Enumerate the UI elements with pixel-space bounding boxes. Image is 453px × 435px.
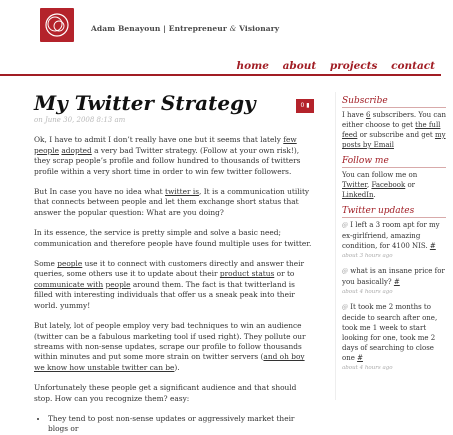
follow-heading: Follow me <box>342 156 446 168</box>
text: But lately, lot of people employ very bad techniques to win an audience (twitter can be a fabulous marketing tool if used right). They pollute our streams with non-sense updates, scrape our profile to follow thousands within minutes and put some more strain on twitter servers ( <box>34 321 306 362</box>
text: a very bad Twitter strategy. (Follow at your own risk!), they scrap people’s profile and follow hundred to thousands of twitters profile within a very short time in order to win few twitter followers. <box>34 145 301 176</box>
nav-projects[interactable]: projects <box>329 60 378 72</box>
post-link[interactable]: people <box>57 259 83 269</box>
post-link[interactable]: people <box>34 145 60 155</box>
twitter-link[interactable]: Twitter <box>342 181 367 189</box>
text: subscribers. You can either choose to get <box>342 111 446 129</box>
separator: | <box>163 24 167 33</box>
comment-bubble-icon: ▮ <box>306 102 310 109</box>
nav-contact[interactable]: contact <box>391 60 435 72</box>
post-link[interactable]: few <box>283 135 297 145</box>
tweet-text: I left a 3 room apt for my ex-girlfriend, amazing condition, for 4100 NIS. <box>342 221 440 250</box>
tweet-mention[interactable]: @ <box>342 222 348 229</box>
role: Entrepreneur <box>168 24 227 33</box>
twitter-updates-heading: Twitter updates <box>342 206 446 218</box>
tweet-mention[interactable]: @ <box>342 304 348 311</box>
text: or to <box>274 269 295 279</box>
facebook-link[interactable]: Facebook <box>371 181 406 189</box>
tweet <box>342 220 446 261</box>
post-link[interactable]: product status <box>219 269 275 279</box>
post-title[interactable]: My Twitter Strategy <box>34 91 256 115</box>
tweet-time[interactable]: about 4 hours ago <box>342 365 393 371</box>
post-paragraph <box>34 135 314 177</box>
tweet-time[interactable]: about 4 hours ago <box>342 289 393 295</box>
post-link[interactable]: and oh boy we know how unstable twitter can be <box>34 352 305 372</box>
text: ). <box>174 362 180 372</box>
post-date: on June 30, 2008 8:13 am <box>34 116 126 124</box>
list-item: • They tend to post non-sense updates or aggressively market their blogs or <box>48 414 314 435</box>
site-header <box>0 0 453 57</box>
site-name[interactable]: Adam Benayoun <box>91 24 161 33</box>
subscribe-heading: Subscribe <box>342 96 446 108</box>
post-link[interactable]: people <box>105 279 131 289</box>
post-link[interactable]: communicate with <box>34 279 104 289</box>
comments-badge[interactable] <box>296 99 314 113</box>
main-nav <box>227 60 436 72</box>
nav-home[interactable]: home <box>236 60 269 72</box>
site-tagline <box>91 24 279 33</box>
post-link[interactable]: adopted <box>61 145 92 155</box>
text: You can follow me on <box>342 171 418 179</box>
text: I have <box>342 111 366 119</box>
sidebar <box>342 92 446 378</box>
post-paragraph: Unfortunately these people get a significant audience and that should stop. How can you recognize them? easy: <box>34 383 297 403</box>
amp: & <box>229 24 237 33</box>
text: Ok, I have to admit I don’t really have one but it seems that lately <box>34 135 284 145</box>
post-paragraph <box>34 259 314 311</box>
tweet-link[interactable]: # <box>429 242 436 250</box>
post-paragraph <box>34 187 314 218</box>
nav-divider <box>0 74 441 76</box>
text: , It is a communication utility that connects between people and let them exchange short status that answer the popular question: What are you doing? <box>34 187 310 217</box>
post-paragraph: In its essence, the service is pretty simple and solve a basic need; communication and therefore people have found multiple uses for twitter. <box>34 228 312 248</box>
post <box>34 92 314 435</box>
tweet-link[interactable]: # <box>357 354 363 362</box>
full-feed-link[interactable]: the full feed <box>342 121 441 139</box>
text: use it to connect with customers directly and answer their queries, some others use it to update about their <box>34 259 305 279</box>
linkedin-link[interactable]: LinkedIn <box>342 191 374 199</box>
text: or <box>405 181 416 189</box>
text: Some <box>34 259 58 269</box>
subscribe-text <box>342 110 446 150</box>
subscriber-count-link[interactable]: 6 <box>366 111 371 119</box>
logo-swirl-icon <box>40 8 74 42</box>
column-divider <box>335 92 336 400</box>
tweet-link[interactable]: # <box>393 278 400 286</box>
text: around them. The fact is that twitterland is filled with interesting individuals that offer us a sneak peak into their world. yummy! <box>34 279 295 310</box>
tweet-text: It took me 2 months to decide to search after one, took me 1 week to start looking for one, took me 2 days of searching to close one <box>342 303 438 362</box>
tweet <box>342 302 446 373</box>
text: . <box>373 191 376 199</box>
post-paragraph <box>34 321 314 373</box>
post-link[interactable]: twitter is <box>165 187 200 197</box>
tweet <box>342 266 446 297</box>
email-subscribe-link[interactable]: my posts by Email <box>342 131 446 149</box>
text: or subscribe and get <box>357 131 435 139</box>
site-logo[interactable] <box>40 8 74 42</box>
post-list <box>34 414 314 435</box>
tweet-mention[interactable]: @ <box>342 268 348 275</box>
text: But In case you have no idea what <box>34 187 165 197</box>
nav-about[interactable]: about <box>282 60 317 72</box>
follow-text <box>342 170 446 200</box>
text: , <box>367 181 372 189</box>
comments-count: 0 <box>300 102 305 109</box>
tweet-text: what is an insane price for you basically? <box>342 267 445 286</box>
tweet-time[interactable]: about 3 hours ago <box>342 253 393 259</box>
role: Visionary <box>239 24 280 33</box>
